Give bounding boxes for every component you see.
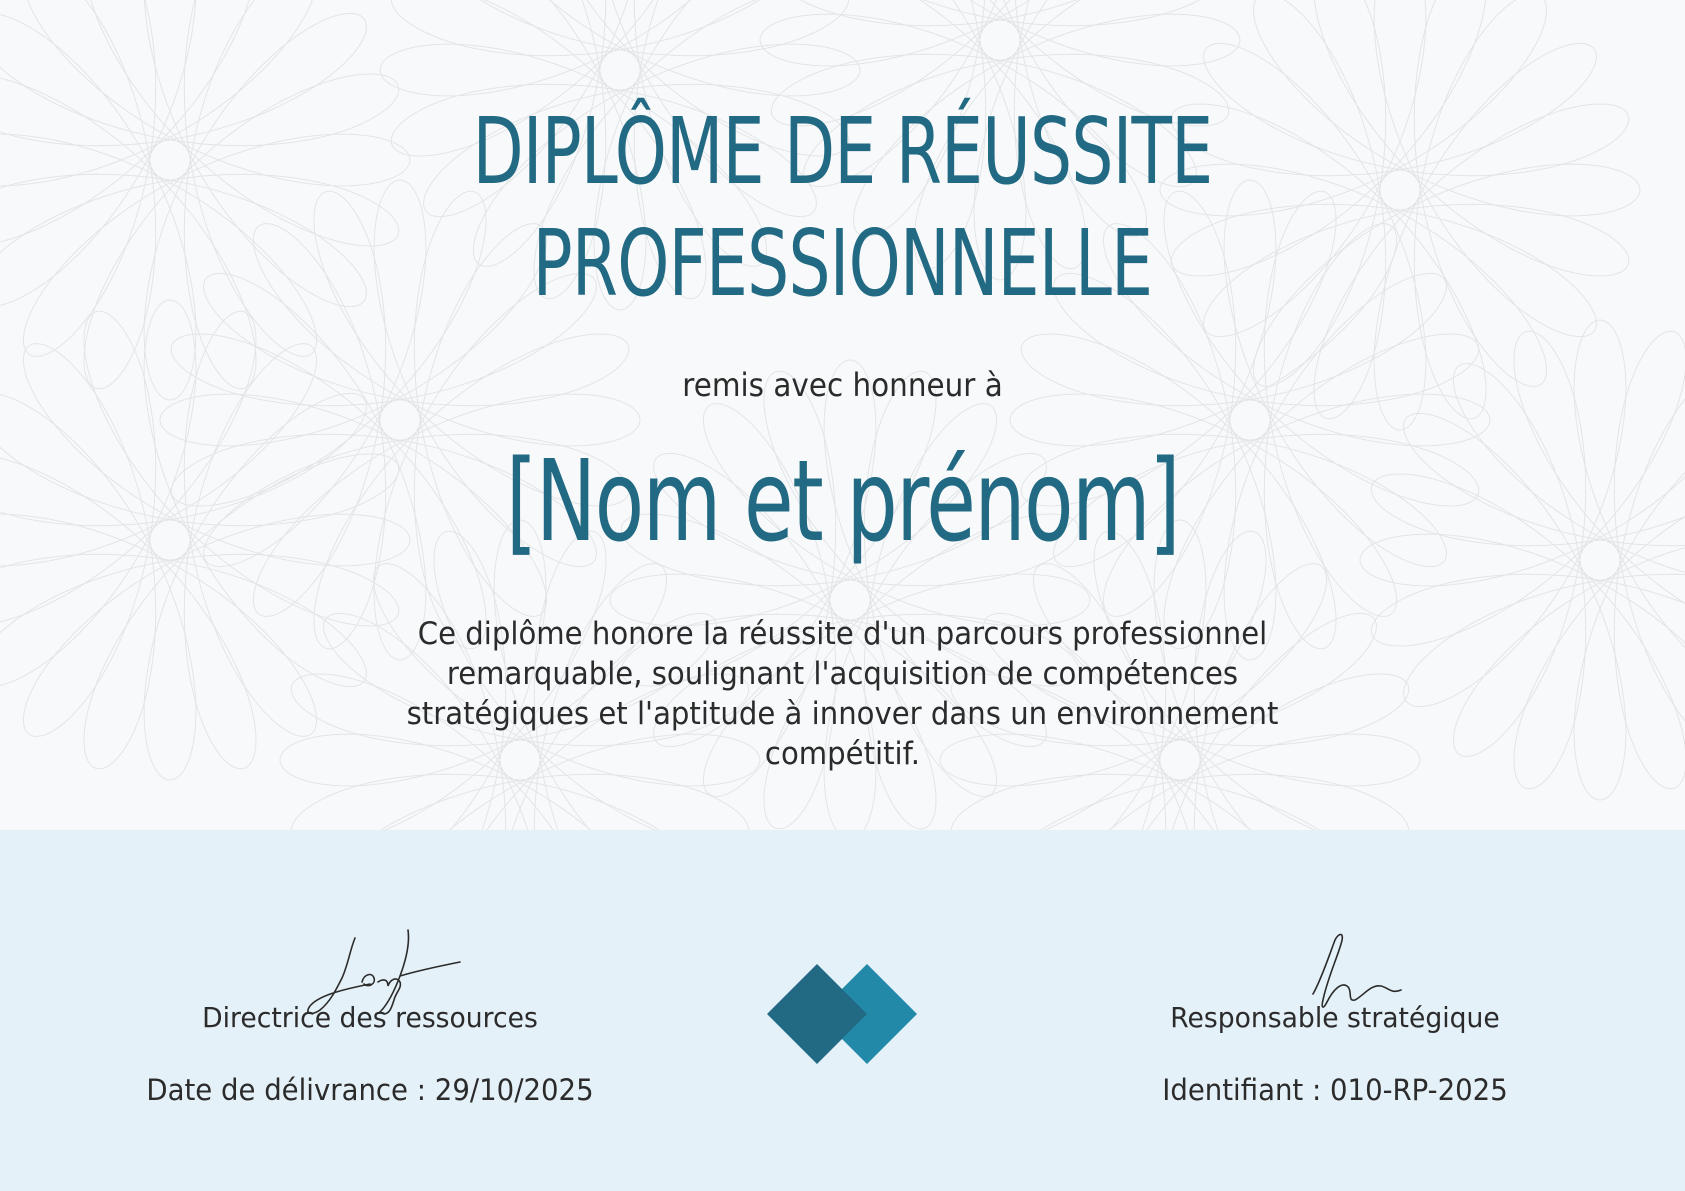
left-signature-block [130,910,610,1108]
right-signer-role: Responsable stratégique [1170,1001,1500,1034]
recipient-name: [Nom et prénom] [505,437,1180,567]
right-signature-block [1095,910,1575,1108]
certificate-title-line1: DIPLÔME DE RÉUSSITE [472,98,1213,205]
issue-date: Date de délivrance : 29/10/2025 [146,1073,594,1107]
certificate-description: Ce diplôme honore la réussite d'un parcours professionnel remarquable, soulignant l'acquisition de compétences stratégiques et l'aptitude à innover dans un environnement compétitif. [406,616,1279,772]
certificate-title-line2: PROFESSIONNELLE [532,210,1153,317]
left-signer-role: Directrice des ressources [202,1001,538,1034]
certificate-identifier: Identifiant : 010-RP-2025 [1162,1073,1508,1107]
double-diamond-icon [764,960,924,1070]
certificate-footer [0,830,1685,1191]
certificate-subtitle: remis avec honneur à [682,366,1003,404]
